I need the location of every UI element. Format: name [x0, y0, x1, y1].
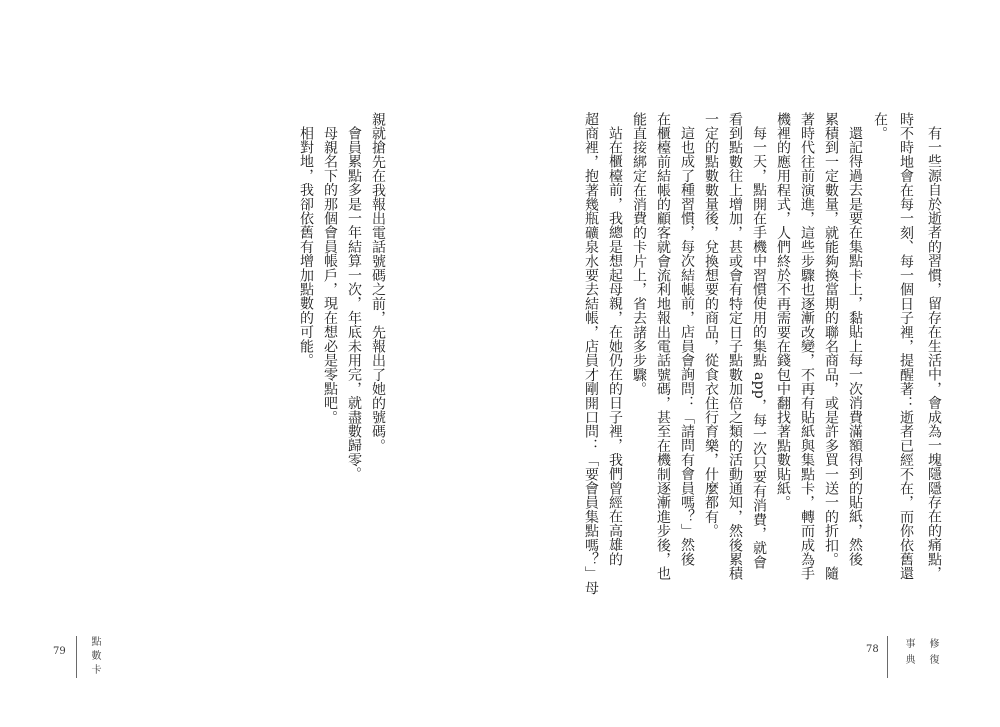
text-column: 時不時地會在每一刻、每一個日子裡，提醒著：逝者已經不在，而你依舊還: [898, 112, 914, 581]
text-column: 在櫃檯前結帳的顧客就會流利地報出電話號碼，甚至在機制逐漸進步後，也: [655, 112, 671, 581]
text-column: 站在櫃檯前，我總是想起母親，在她仍在的日子裡，我們曾經在高雄的: [607, 126, 623, 567]
text-column: 這也成了種習慣，每次結帳前，店員會詢問：「請問有會員嗎？」然後: [679, 126, 695, 567]
text-column: 有一些源自於逝者的習慣，留存在生活中，會成為一塊隱隱存在的痛點，: [926, 126, 942, 581]
text-column: 還記得過去是要在集點卡上，黏貼上每一次消費滿額得到的貼紙，然後: [847, 126, 863, 567]
running-head: 修復事典: [903, 638, 938, 670]
text-column: 累積到一定數量，就能夠換當期的聯名商品，或是許多買一送一的折扣。隨: [823, 112, 839, 581]
running-head: 點數卡: [89, 636, 100, 678]
text-column: 著時代往前演進，這些步驟也逐漸改變，不再有貼紙與集點卡，轉而成為手: [799, 112, 815, 581]
text-column: 相對地，我卻依舊有增加點數的可能。: [298, 126, 314, 368]
text-column: 每一天，點開在手機中習慣使用的集點 app，每一次只要有消費，就會: [751, 126, 767, 570]
text-column: 能直接綁定在消費的卡片上，省去諸多步驟。: [631, 112, 647, 396]
text-column: 超商裡，抱著幾瓶礦泉水要去結帳，店員才剛開口問：「要會員集點嗎？」母: [583, 112, 599, 595]
text-column: 看到點數往上增加，甚或會有特定日子點數加倍之類的活動通知，然後累積: [727, 112, 743, 581]
footer-rule: [887, 636, 888, 678]
text-column: 機裡的應用程式，人們終於不再需要在錢包中翻找著點數貼紙。: [775, 112, 791, 510]
text-column: 會員累點多是一年結算一次，年底未用完，就盡數歸零。: [346, 126, 362, 481]
page-number: 79: [53, 646, 66, 657]
text-column: 親就搶先在我報出電話號碼之前，先報出了她的號碼。: [370, 112, 386, 453]
text-column: 母親名下的那個會員帳戶，現在想必是零點吧。: [322, 126, 338, 425]
right-page: [500, 0, 1000, 727]
text-column: 在。: [872, 112, 888, 141]
footer-rule: [76, 636, 77, 678]
page-number: 78: [866, 644, 879, 655]
text-column: 一定的點數數量後，兌換想要的商品，從食衣住行育樂，什麼都有。: [703, 112, 719, 538]
